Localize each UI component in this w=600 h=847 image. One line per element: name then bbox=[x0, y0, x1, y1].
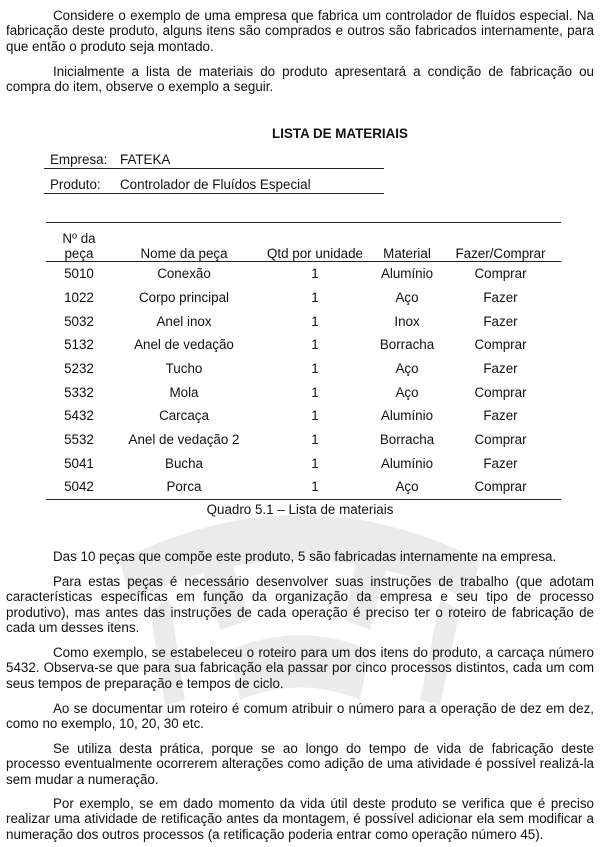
header-qtd: Qtd por unidade bbox=[266, 246, 364, 261]
table-row bbox=[46, 380, 561, 404]
table-cell: 5532 bbox=[64, 431, 94, 447]
empresa-row bbox=[44, 150, 384, 169]
table-row bbox=[46, 357, 561, 381]
table-row bbox=[46, 333, 561, 357]
table-cell: Aço bbox=[395, 360, 419, 376]
table-cell: 1 bbox=[311, 360, 319, 376]
produto-value: Controlador de Fluídos Especial bbox=[120, 177, 311, 192]
table-cell: 1 bbox=[311, 289, 319, 305]
header-material: Material bbox=[383, 246, 431, 261]
table-cell: Alumínio bbox=[380, 266, 434, 282]
table-cell: Borracha bbox=[379, 431, 435, 447]
table-row bbox=[46, 428, 561, 452]
table-row bbox=[46, 404, 561, 428]
body-paragraph-4: Para estas peças é necessário desenvolver suas instruções de trabalho (que adotam características específicas em função da organização da empresa e seu tipo de processo produtivo), mas antes das instruções de cada operação é preciso ter o roteiro de fabricação de cada um desses itens. bbox=[6, 574, 594, 636]
table-cell: 1 bbox=[311, 337, 319, 353]
table-cell: Comprar bbox=[474, 384, 527, 400]
table-row bbox=[46, 309, 561, 333]
intro-paragraph-1: Considere o exemplo de uma empresa que fabrica um controlador de fluídos especial. Na fabricação deste produto, alguns itens são comprados e outros são fabricados internamente, para que então o produto seja montado. bbox=[6, 8, 594, 54]
table-cell: 1 bbox=[311, 431, 319, 447]
table-cell: Inox bbox=[394, 313, 420, 329]
empresa-value: FATEKA bbox=[120, 152, 171, 167]
table-header-row bbox=[46, 223, 561, 262]
table-cell: Carcaça bbox=[159, 408, 209, 424]
table-cell: 1 bbox=[311, 479, 319, 495]
table-cell: Aço bbox=[395, 289, 419, 305]
table-cell: Bucha bbox=[165, 455, 203, 471]
body-paragraph-6: Ao se documentar um roteiro é comum atribuir o número para a operação de dez em dez, como no exemplo, 10, 20, 30 etc. bbox=[6, 701, 594, 732]
table-cell: Comprar bbox=[474, 431, 527, 447]
body-paragraph-7: Se utiliza desta prática, porque se ao longo do tempo de vida de fabricação deste processo eventualmente ocorrerem alterações como adição de uma atividade é possível realizá-la sem mudar a numeração. bbox=[6, 741, 594, 787]
table-cell: 5432 bbox=[64, 408, 94, 424]
table-cell: Corpo principal bbox=[138, 289, 230, 305]
table-cell: 5032 bbox=[64, 313, 94, 329]
produto-row bbox=[44, 175, 384, 194]
header-fazer: Fazer/Comprar bbox=[455, 246, 546, 261]
table-cell: Anel de vedação 2 bbox=[128, 431, 240, 447]
body-paragraph-5: Como exemplo, se estabeleceu o roteiro para um dos itens do produto, a carcaça número 5432. Observa-se que para sua fabricação ela passar por cinco processos distintos, cada um com seus tempos de preparação e tempos de ciclo. bbox=[6, 645, 594, 691]
table-cell: Comprar bbox=[474, 337, 527, 353]
table-cell: 5042 bbox=[64, 479, 94, 495]
table-cell: 5332 bbox=[64, 384, 94, 400]
table-cell: Porca bbox=[166, 479, 202, 495]
table-cell: 1022 bbox=[64, 289, 94, 305]
bom-title: LISTA DE MATERIAIS bbox=[272, 126, 408, 141]
table-cell: 5132 bbox=[64, 337, 94, 353]
table-row bbox=[46, 452, 561, 476]
table-cell: Anel de vedação bbox=[134, 337, 234, 353]
intro-paragraph-2: Inicialmente a lista de materiais do produto apresentará a condição de fabricação ou compra do item, observe o exemplo a seguir. bbox=[6, 64, 594, 95]
table-cell: Tucho bbox=[165, 360, 203, 376]
produto-label: Produto: bbox=[50, 177, 101, 192]
table-cell: 1 bbox=[311, 313, 319, 329]
table-cell: 1 bbox=[311, 384, 319, 400]
table-cell: 1 bbox=[311, 266, 319, 282]
table-cell: Fazer bbox=[483, 313, 518, 329]
table-cell: Fazer bbox=[483, 289, 518, 305]
table-cell: Alumínio bbox=[380, 455, 434, 471]
table-row bbox=[46, 262, 561, 286]
table-caption: Quadro 5.1 – Lista de materiais bbox=[206, 502, 394, 517]
table-cell: Comprar bbox=[474, 266, 527, 282]
table-cell: Conexão bbox=[157, 266, 211, 282]
table-cell: Aço bbox=[395, 479, 419, 495]
table-cell: Borracha bbox=[379, 337, 435, 353]
table-cell: 1 bbox=[311, 455, 319, 471]
empresa-label: Empresa: bbox=[50, 152, 108, 167]
table-cell: Fazer bbox=[483, 455, 518, 471]
body-paragraph-8: Por exemplo, se em dado momento da vida útil deste produto se verifica que é preciso realizar uma atividade de retificação antes da montagem, é possível adicionar ela sem modificar a numeração dos outros processos (a retificação poderia entrar como operação número 45). bbox=[6, 796, 594, 842]
table-row bbox=[46, 475, 561, 499]
table-cell: Fazer bbox=[483, 408, 518, 424]
header-nome: Nome da peça bbox=[140, 246, 228, 261]
table-cell: Anel inox bbox=[156, 313, 212, 329]
table-cell: Comprar bbox=[474, 479, 527, 495]
body-paragraph-3: Das 10 peças que compõe este produto, 5 são fabricadas internamente na empresa. bbox=[53, 549, 557, 564]
table-cell: 5041 bbox=[64, 455, 94, 471]
table-cell: Mola bbox=[169, 384, 199, 400]
table-cell: Alumínio bbox=[380, 408, 434, 424]
bom-table bbox=[46, 222, 561, 500]
table-cell: Fazer bbox=[483, 360, 518, 376]
table-cell: 5232 bbox=[64, 360, 94, 376]
table-cell: 5010 bbox=[64, 266, 94, 282]
table-cell: Aço bbox=[395, 384, 419, 400]
table-cell: 1 bbox=[311, 408, 319, 424]
table-row bbox=[46, 286, 561, 310]
header-num: Nº da peça bbox=[62, 231, 96, 261]
